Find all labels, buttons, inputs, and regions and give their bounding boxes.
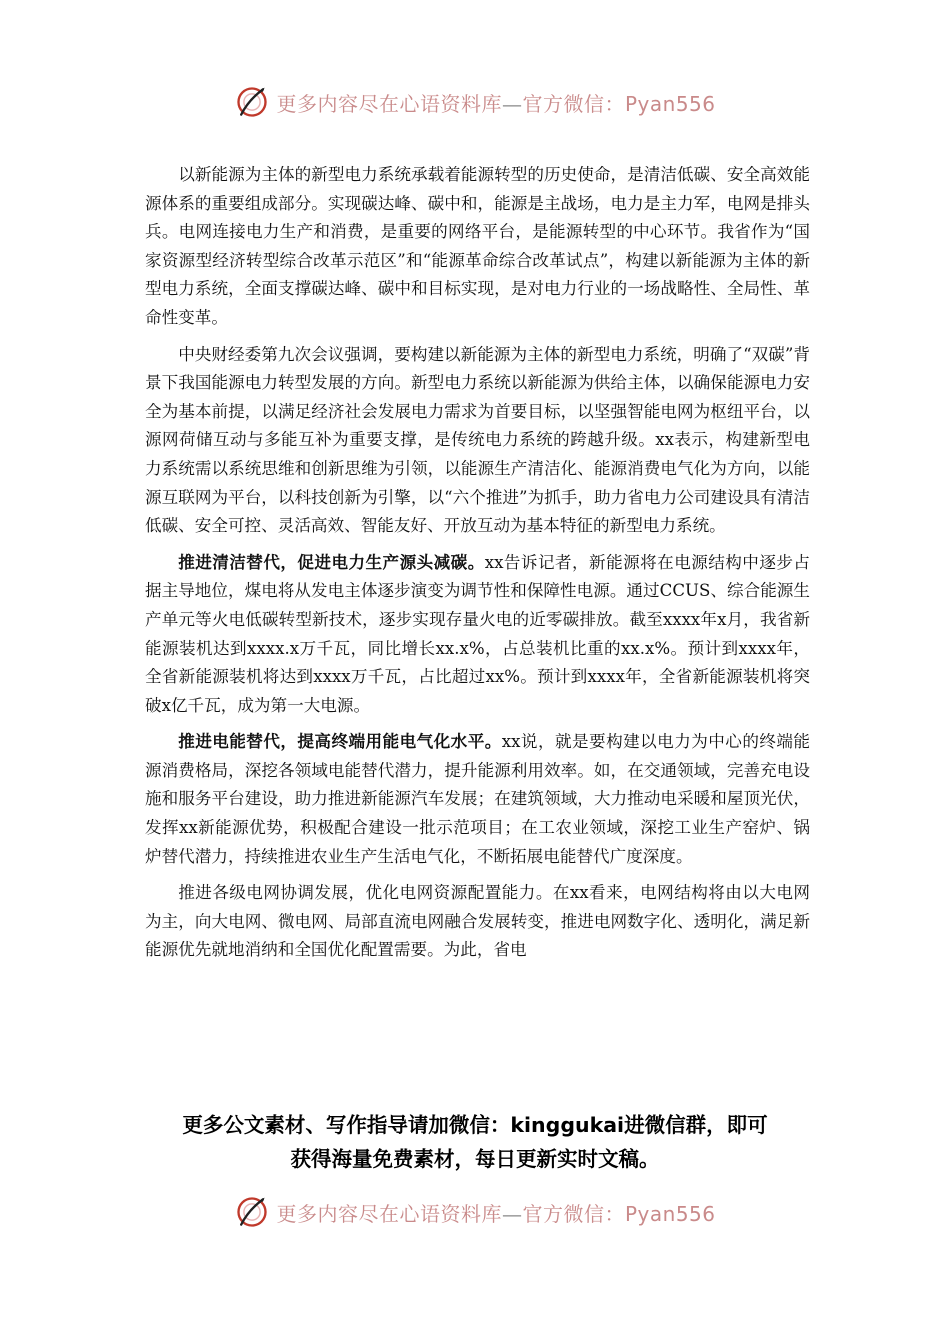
paragraph-text: 中央财经委第九次会议强调，要构建以新能源为主体的新型电力系统，明确了“双碳”背景下我国能源电力转型发展的方向。新型电力系统以新能源为供给主体，以确保能源电力安全为基本前提，以满足经济社会发展电力需求为首要目标，以坚强智能电网为枢纽平台，以源网荷储互动与多能互补为重要支撑，是传统电力系统的跨越升级。xx表示，构建新型电力系统需以系统思维和创新思维为引领，以能源生产清洁化、能源消费电气化为方向，以能源互联网为平台，以科技创新为引擎，以“六个推进”为抓手，助力省电力公司建设具有清洁低碳、安全可控、灵活高效、智能友好、开放互动为基本特征的新型电力系统。: [145, 344, 810, 536]
paragraph-lead: 推进清洁替代，促进电力生产源头减碳。: [178, 551, 485, 572]
banner-wechat-id: Pyan556: [624, 1201, 716, 1226]
banner-main-text: 更多内容尽在心语资料库: [276, 91, 502, 116]
footer-note-line-1: 更多公文素材、写作指导请加微信：kinggukai进微信群，即可: [182, 1113, 768, 1137]
paragraph-lead: 推进电能替代，提高终端用能电气化水平。: [178, 731, 502, 752]
banner-wechat-id: Pyan556: [624, 91, 716, 116]
paragraph: [145, 548, 810, 721]
banner-separator: —: [501, 91, 523, 116]
banner-text: [276, 1198, 715, 1227]
paragraph-text: 推进各级电网协调发展，优化电网资源配置能力。在xx看来，电网结构将由以大电网为主，向大电网、微电网、局部直流电网融合发展转变，推进电网数字化、透明化，满足新能源优先就地消纳和全国优化配置需要。为此，省电: [145, 883, 810, 960]
paragraph-text: 以新能源为主体的新型电力系统承载着能源转型的历史使命，是清洁低碳、安全高效能源体系的重要组成部分。实现碳达峰、碳中和，能源是主战场，电力是主力军，电网是排头兵。电网连接电力生产和消费，是重要的网络平台，是能源转型的中心环节。我省作为“国家资源型经济转型综合改革示范区”和“能源革命综合改革试点”，构建以新能源为主体的新型电力系统，全面支撑碳达峰、碳中和目标实现，是对电力行业的一场战略性、全局性、革命性变革。: [145, 165, 810, 327]
footer-banner: [0, 1190, 950, 1234]
footer-promo-note: [0, 1108, 950, 1176]
header-banner: [0, 80, 950, 124]
paragraph: [145, 340, 810, 541]
paragraph-text: xx说，就是要构建以电力为中心的终端能源消费格局，深挖各领域电能替代潜力，提升能源利用效率。如，在交通领域，完善充电设施和服务平台建设，助力推进新能源汽车发展；在建筑领域，大力推动电采暖和屋顶光伏，发挥xx新能源优势，积极配合建设一批示范项目；在工农业领域，深挖工业生产窑炉、锅炉替代潜力，持续推进农业生产生活电气化，不断拓展电能替代广度深度。: [145, 732, 810, 866]
banner-separator: —: [501, 1201, 523, 1226]
brand-logo-icon: [234, 84, 270, 120]
banner-text: [276, 88, 715, 117]
paragraph: [145, 878, 810, 965]
article-body: [145, 160, 810, 972]
banner-label: 官方微信：: [522, 91, 625, 116]
brand-logo-icon: [234, 1194, 270, 1230]
footer-note-line-2: 获得海量免费素材，每日更新实时文稿。: [290, 1147, 660, 1171]
paragraph-text: xx告诉记者，新能源将在电源结构中逐步占据主导地位，煤电将从发电主体逐步演变为调节性和保障性电源。通过CCUS、综合能源生产单元等火电低碳转型新技术，逐步实现存量火电的近零碳排放。截至xxxx年x月，我省新能源装机达到xxxx.x万千瓦，同比增长xx.x%，占总装机比重的xx.x%。预计到xxxx年，全省新能源装机将达到xxxx万千瓦，占比超过xx%。预计到xxxx年，全省新能源装机将突破x亿千瓦，成为第一大电源。: [145, 552, 810, 715]
banner-label: 官方微信：: [522, 1201, 625, 1226]
paragraph: [145, 727, 810, 871]
banner-main-text: 更多内容尽在心语资料库: [276, 1201, 502, 1226]
paragraph: [145, 160, 810, 333]
